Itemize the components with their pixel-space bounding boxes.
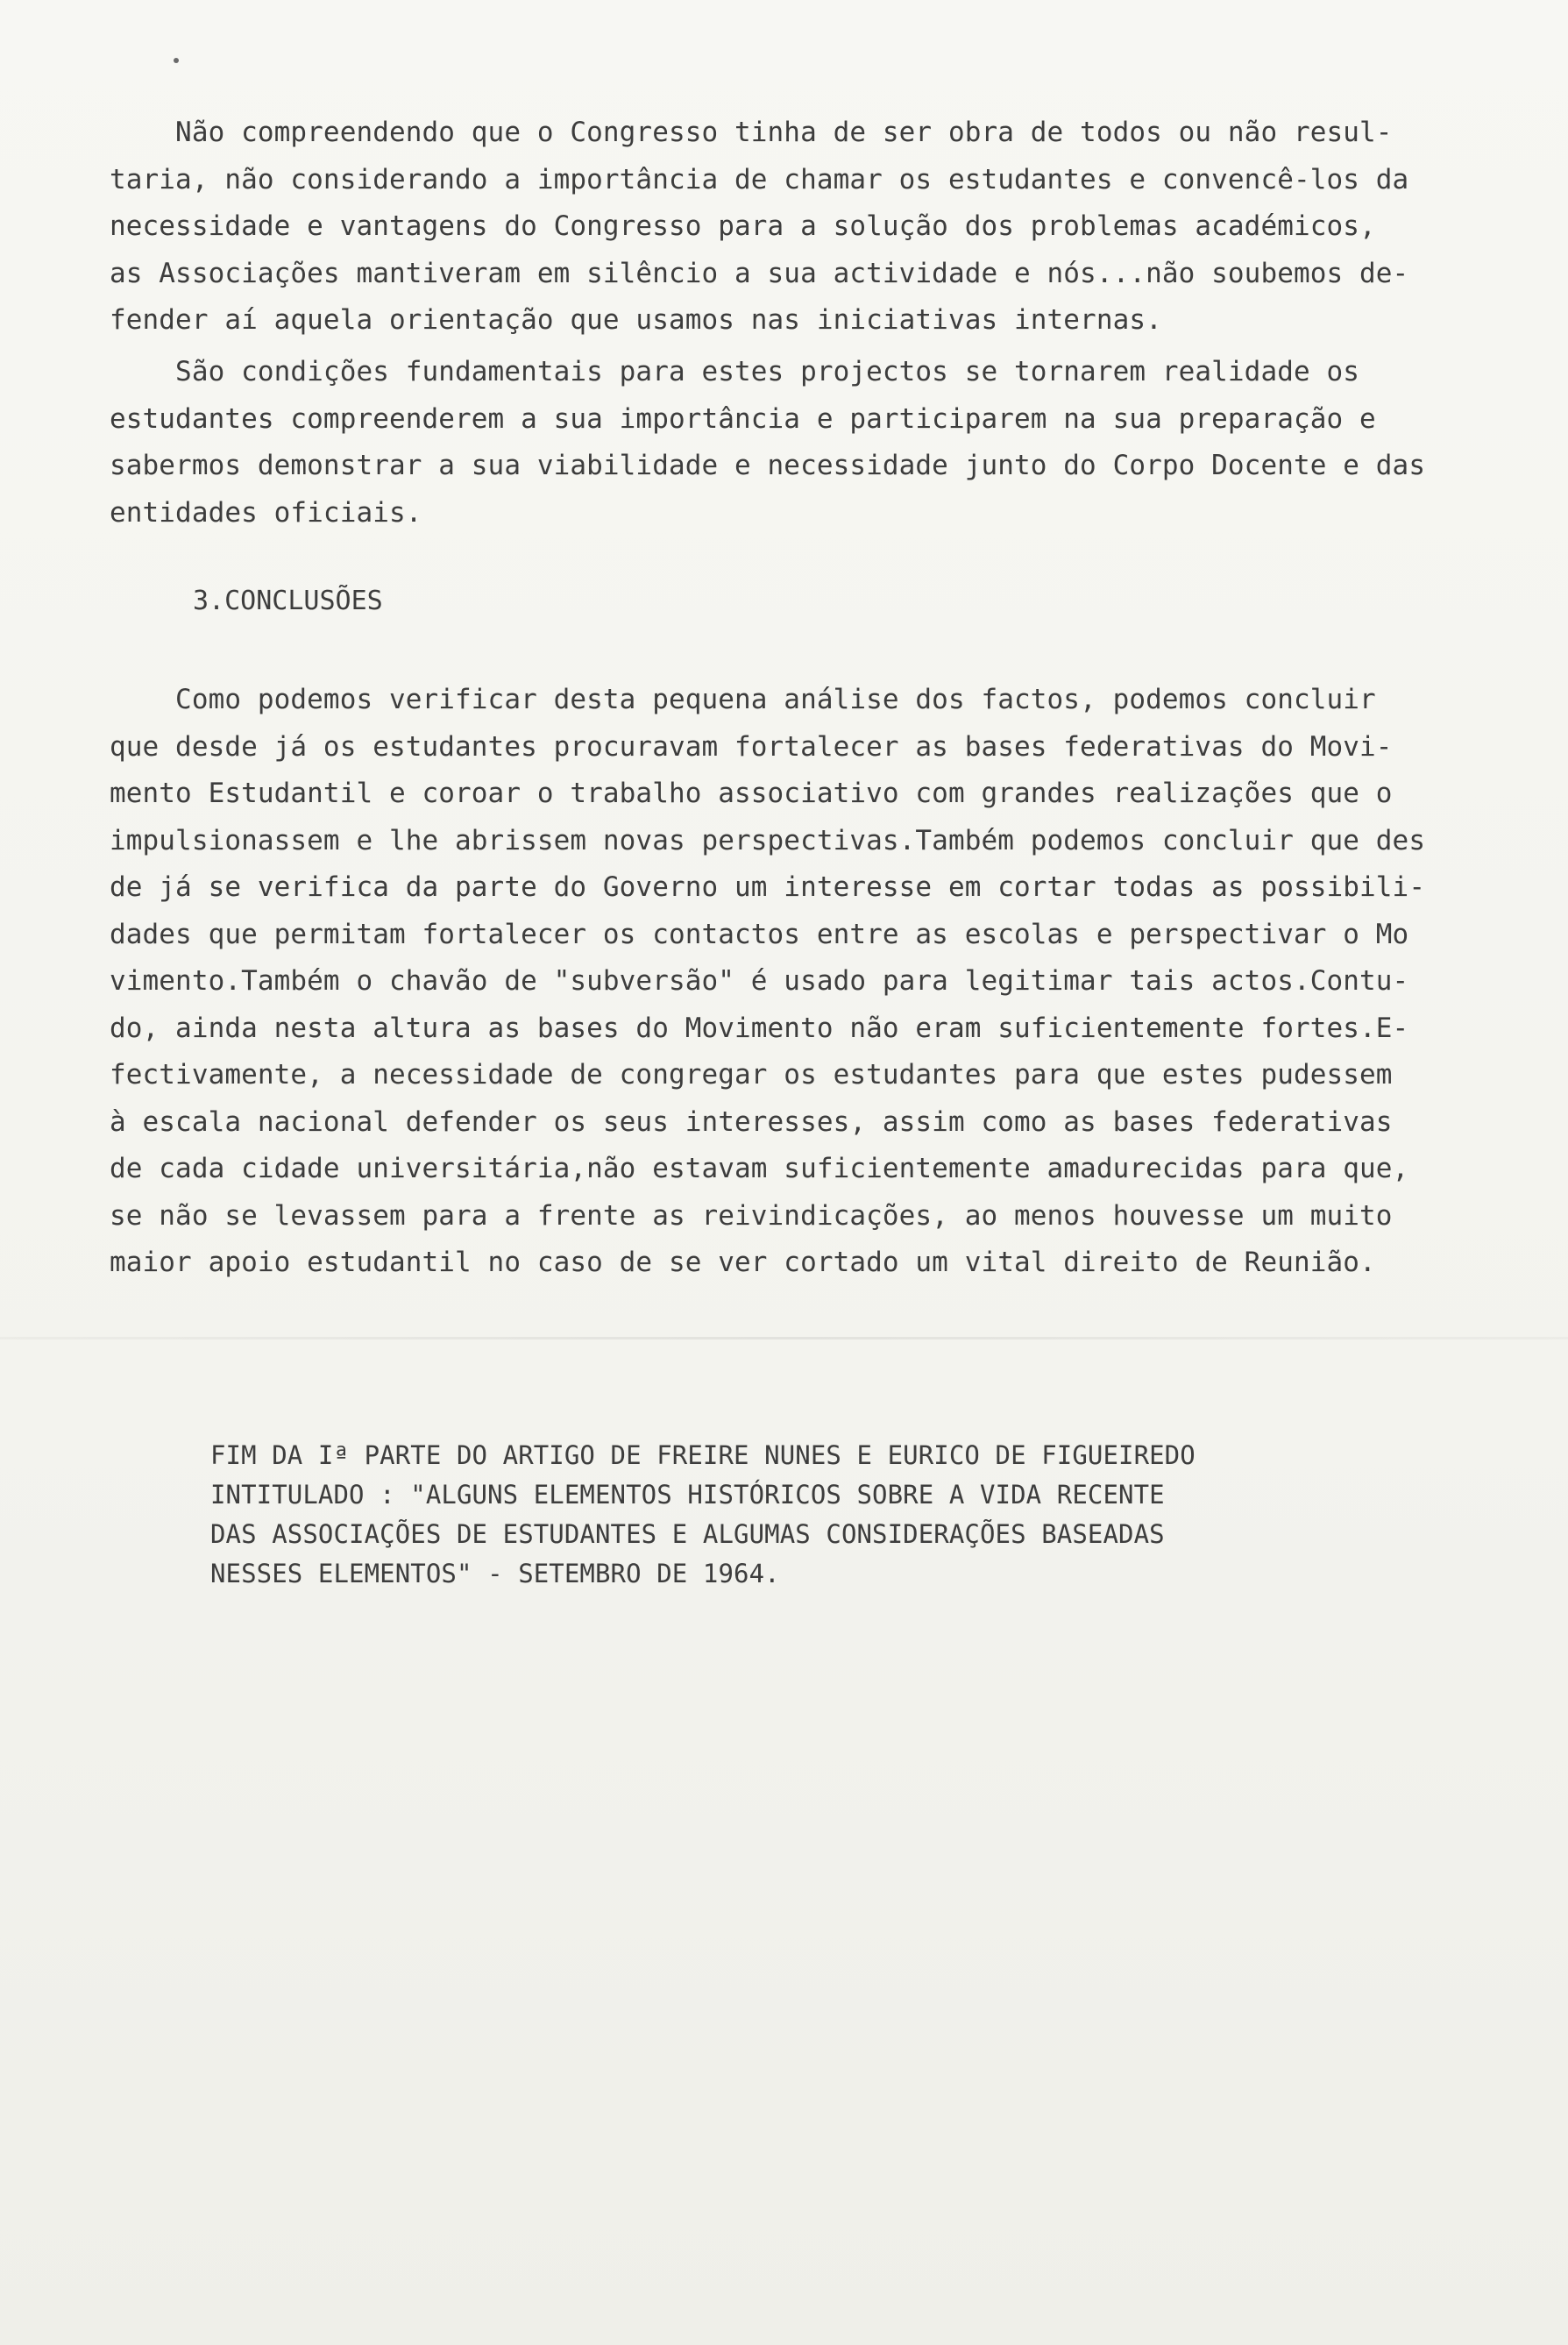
footer-note xyxy=(210,1436,1350,1594)
text-line: que desde já os estudantes procuravam fortalecer as bases federativas do Movi- xyxy=(110,730,1393,763)
text-line: taria, não considerando a importância de chamar os estudantes e convencê-los da xyxy=(110,163,1409,195)
footer-line: INTITULADO : "ALGUNS ELEMENTOS HISTÓRICOS SOBRE A VIDA RECENTE xyxy=(210,1480,1165,1510)
text-line: fectivamente, a necessidade de congregar os estudantes para que estes pudessem xyxy=(110,1059,1393,1091)
footer-line: NESSES ELEMENTOS" - SETEMBRO DE 1964. xyxy=(210,1559,780,1588)
ink-dot xyxy=(174,58,179,63)
paragraph-1 xyxy=(110,110,1477,345)
paragraph-3 xyxy=(110,677,1477,1287)
text-line: se não se levassem para a frente as reivindicações, ao menos houvesse um muito xyxy=(110,1199,1393,1232)
section-heading: 3.CONCLUSÕES xyxy=(193,586,383,616)
text-line: estudantes compreenderem a sua importância e participarem na sua preparação e xyxy=(110,402,1376,435)
text-line: entidades oficiais. xyxy=(110,496,422,529)
footer-line: DAS ASSOCIAÇÕES DE ESTUDANTES E ALGUMAS CONSIDERAÇÕES BASEADAS xyxy=(210,1519,1165,1549)
text-line: necessidade e vantagens do Congresso para a solução dos problemas académicos, xyxy=(110,210,1376,242)
text-line: do, ainda nesta altura as bases do Movimento não eram suficientemente fortes.E- xyxy=(110,1012,1409,1044)
paragraph-2 xyxy=(110,349,1477,537)
text-line: Não compreendendo que o Congresso tinha de ser obra de todos ou não resul- xyxy=(110,117,1393,148)
text-line: Como podemos verificar desta pequena análise dos factos, podemos concluir xyxy=(110,684,1376,715)
text-line: dades que permitam fortalecer os contactos entre as escolas e perspectivar o Mo xyxy=(110,918,1409,950)
text-line: fender aí aquela orientação que usamos nas iniciativas internas. xyxy=(110,304,1162,336)
footer-line: FIM DA Iª PARTE DO ARTIGO DE FREIRE NUNES E EURICO DE FIGUEIREDO xyxy=(210,1440,1196,1470)
text-line: à escala nacional defender os seus interesses, assim como as bases federativas xyxy=(110,1105,1393,1138)
text-line: impulsionassem e lhe abrissem novas perspectivas.Também podemos concluir que des xyxy=(110,824,1426,856)
text-line: São condições fundamentais para estes projectos se tornarem realidade os xyxy=(110,356,1360,387)
text-line: mento Estudantil e coroar o trabalho associativo com grandes realizações que o xyxy=(110,778,1393,809)
paper-fold xyxy=(0,1337,1568,1339)
text-line: vimento.Também o chavão de "subversão" é usado para legitimar tais actos.Contu- xyxy=(110,965,1409,997)
text-line: as Associações mantiveram em silêncio a sua actividade e nós...não soubemos de- xyxy=(110,257,1409,289)
text-line: de cada cidade universitária,não estavam suficientemente amadurecidas para que, xyxy=(110,1153,1409,1184)
text-line: maior apoio estudantil no caso de se ver cortado um vital direito de Reunião. xyxy=(110,1247,1376,1278)
text-line: sabermos demonstrar a sua viabilidade e necessidade junto do Corpo Docente e das xyxy=(110,450,1426,481)
text-line: de já se verifica da parte do Governo um interesse em cortar todas as possibili- xyxy=(110,871,1426,903)
